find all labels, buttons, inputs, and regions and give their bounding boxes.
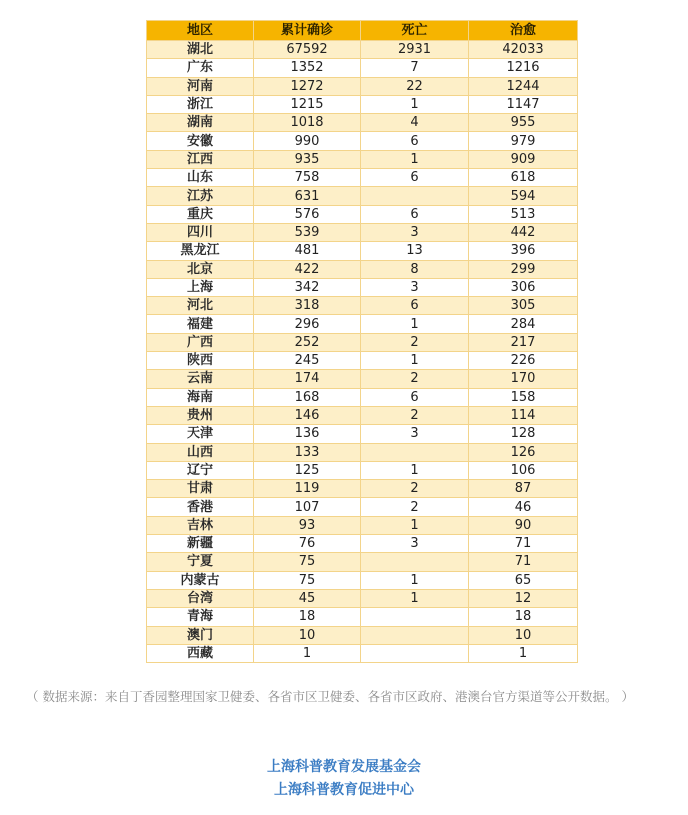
cell-confirmed: 168	[254, 388, 361, 406]
cell-recovered: 306	[469, 278, 578, 296]
table-row	[147, 406, 578, 424]
cell-deaths: 7	[361, 59, 469, 77]
table-row	[147, 425, 578, 443]
cell-confirmed: 1018	[254, 114, 361, 132]
cell-recovered: 909	[469, 150, 578, 168]
cell-deaths	[361, 443, 469, 461]
cell-region: 宁夏	[147, 553, 254, 571]
cell-deaths: 2	[361, 480, 469, 498]
epidemic-table-container	[146, 20, 577, 663]
cell-recovered: 284	[469, 315, 578, 333]
cell-deaths: 1	[361, 461, 469, 479]
cell-confirmed: 539	[254, 223, 361, 241]
cell-recovered: 106	[469, 461, 578, 479]
cell-region: 广西	[147, 333, 254, 351]
cell-deaths	[361, 608, 469, 626]
header-row	[147, 21, 578, 41]
cell-deaths: 1	[361, 150, 469, 168]
cell-deaths: 6	[361, 205, 469, 223]
footer-organizations	[0, 756, 688, 802]
cell-confirmed: 119	[254, 480, 361, 498]
table-row	[147, 626, 578, 644]
cell-recovered: 513	[469, 205, 578, 223]
cell-confirmed: 422	[254, 260, 361, 278]
table-row	[147, 608, 578, 626]
cell-confirmed: 76	[254, 535, 361, 553]
cell-recovered: 979	[469, 132, 578, 150]
footer-org-foundation: 上海科普教育发展基金会	[267, 759, 421, 775]
cell-region: 重庆	[147, 205, 254, 223]
cell-deaths: 2	[361, 370, 469, 388]
cell-confirmed: 631	[254, 187, 361, 205]
cell-recovered: 126	[469, 443, 578, 461]
cell-deaths: 2	[361, 333, 469, 351]
cell-region: 海南	[147, 388, 254, 406]
cell-recovered: 46	[469, 498, 578, 516]
table-row	[147, 114, 578, 132]
cell-region: 天津	[147, 425, 254, 443]
table-row	[147, 498, 578, 516]
table-row	[147, 223, 578, 241]
cell-recovered: 12	[469, 589, 578, 607]
cell-region: 西藏	[147, 644, 254, 662]
cell-region: 浙江	[147, 95, 254, 113]
cell-region: 辽宁	[147, 461, 254, 479]
cell-region: 青海	[147, 608, 254, 626]
cell-deaths: 3	[361, 425, 469, 443]
table-row	[147, 278, 578, 296]
cell-deaths: 1	[361, 571, 469, 589]
cell-region: 山东	[147, 169, 254, 187]
cell-region: 香港	[147, 498, 254, 516]
cell-deaths	[361, 187, 469, 205]
cell-recovered: 217	[469, 333, 578, 351]
cell-recovered: 114	[469, 406, 578, 424]
cell-confirmed: 146	[254, 406, 361, 424]
table-row	[147, 333, 578, 351]
cell-region: 吉林	[147, 516, 254, 534]
cell-region: 台湾	[147, 589, 254, 607]
table-row	[147, 589, 578, 607]
cell-confirmed: 990	[254, 132, 361, 150]
cell-confirmed: 125	[254, 461, 361, 479]
cell-region: 北京	[147, 260, 254, 278]
cell-recovered: 87	[469, 480, 578, 498]
header-deaths: 死亡	[361, 21, 469, 41]
cell-confirmed: 133	[254, 443, 361, 461]
cell-region: 江西	[147, 150, 254, 168]
cell-region: 黑龙江	[147, 242, 254, 260]
cell-deaths: 1	[361, 95, 469, 113]
cell-recovered: 226	[469, 352, 578, 370]
cell-recovered: 128	[469, 425, 578, 443]
cell-recovered: 1244	[469, 77, 578, 95]
cell-confirmed: 45	[254, 589, 361, 607]
cell-confirmed: 93	[254, 516, 361, 534]
table-body	[147, 41, 578, 663]
cell-region: 江苏	[147, 187, 254, 205]
cell-confirmed: 75	[254, 553, 361, 571]
cell-recovered: 170	[469, 370, 578, 388]
cell-confirmed: 1352	[254, 59, 361, 77]
cell-recovered: 71	[469, 553, 578, 571]
cell-confirmed: 296	[254, 315, 361, 333]
cell-deaths: 22	[361, 77, 469, 95]
cell-recovered: 955	[469, 114, 578, 132]
table-row	[147, 461, 578, 479]
cell-region: 贵州	[147, 406, 254, 424]
table-row	[147, 388, 578, 406]
table-row	[147, 187, 578, 205]
cell-recovered: 158	[469, 388, 578, 406]
cell-deaths: 2	[361, 498, 469, 516]
cell-region: 内蒙古	[147, 571, 254, 589]
cell-confirmed: 481	[254, 242, 361, 260]
cell-confirmed: 18	[254, 608, 361, 626]
cell-region: 河南	[147, 77, 254, 95]
cell-recovered: 1147	[469, 95, 578, 113]
table-row	[147, 95, 578, 113]
cell-deaths	[361, 644, 469, 662]
table-row	[147, 205, 578, 223]
cell-deaths	[361, 553, 469, 571]
cell-recovered: 594	[469, 187, 578, 205]
cell-deaths: 13	[361, 242, 469, 260]
table-row	[147, 260, 578, 278]
cell-confirmed: 252	[254, 333, 361, 351]
table-row	[147, 150, 578, 168]
table-row	[147, 370, 578, 388]
cell-region: 陕西	[147, 352, 254, 370]
cell-region: 云南	[147, 370, 254, 388]
table-row	[147, 516, 578, 534]
cell-deaths: 3	[361, 223, 469, 241]
epidemic-stats-table	[146, 20, 578, 663]
cell-region: 湖南	[147, 114, 254, 132]
cell-deaths: 3	[361, 278, 469, 296]
cell-confirmed: 576	[254, 205, 361, 223]
cell-deaths: 1	[361, 516, 469, 534]
header-confirmed: 累计确诊	[254, 21, 361, 41]
cell-recovered: 442	[469, 223, 578, 241]
table-row	[147, 315, 578, 333]
cell-confirmed: 245	[254, 352, 361, 370]
table-row	[147, 352, 578, 370]
cell-deaths: 1	[361, 352, 469, 370]
table-row	[147, 132, 578, 150]
cell-recovered: 65	[469, 571, 578, 589]
cell-region: 安徽	[147, 132, 254, 150]
cell-region: 福建	[147, 315, 254, 333]
cell-region: 河北	[147, 297, 254, 315]
cell-deaths	[361, 626, 469, 644]
table-row	[147, 169, 578, 187]
cell-recovered: 18	[469, 608, 578, 626]
table-row	[147, 59, 578, 77]
table-row	[147, 77, 578, 95]
cell-region: 湖北	[147, 41, 254, 59]
cell-confirmed: 67592	[254, 41, 361, 59]
cell-confirmed: 174	[254, 370, 361, 388]
cell-region: 山西	[147, 443, 254, 461]
cell-recovered: 90	[469, 516, 578, 534]
table-row	[147, 297, 578, 315]
table-row	[147, 480, 578, 498]
cell-recovered: 1	[469, 644, 578, 662]
cell-confirmed: 136	[254, 425, 361, 443]
cell-recovered: 1216	[469, 59, 578, 77]
cell-deaths: 1	[361, 315, 469, 333]
table-row	[147, 571, 578, 589]
cell-recovered: 396	[469, 242, 578, 260]
cell-deaths: 6	[361, 169, 469, 187]
table-row	[147, 41, 578, 59]
data-source-note: （ 数据来源：来自丁香园整理国家卫健委、各省市区卫健委、各省市区政府、港澳台官方渠道等公开数据。 ）	[26, 689, 634, 704]
cell-deaths: 6	[361, 297, 469, 315]
cell-recovered: 305	[469, 297, 578, 315]
cell-deaths: 4	[361, 114, 469, 132]
cell-confirmed: 935	[254, 150, 361, 168]
cell-recovered: 42033	[469, 41, 578, 59]
cell-confirmed: 10	[254, 626, 361, 644]
table-row	[147, 644, 578, 662]
cell-deaths: 6	[361, 132, 469, 150]
table-row	[147, 443, 578, 461]
cell-confirmed: 318	[254, 297, 361, 315]
header-recovered: 治愈	[469, 21, 578, 41]
cell-deaths: 1	[361, 589, 469, 607]
cell-region: 四川	[147, 223, 254, 241]
cell-region: 新疆	[147, 535, 254, 553]
cell-deaths: 3	[361, 535, 469, 553]
cell-deaths: 8	[361, 260, 469, 278]
table-row	[147, 553, 578, 571]
cell-confirmed: 758	[254, 169, 361, 187]
table-row	[147, 535, 578, 553]
cell-region: 澳门	[147, 626, 254, 644]
cell-deaths: 2	[361, 406, 469, 424]
cell-recovered: 10	[469, 626, 578, 644]
cell-confirmed: 75	[254, 571, 361, 589]
cell-recovered: 71	[469, 535, 578, 553]
cell-recovered: 299	[469, 260, 578, 278]
cell-recovered: 618	[469, 169, 578, 187]
table-header	[147, 21, 578, 41]
cell-region: 广东	[147, 59, 254, 77]
header-region: 地区	[147, 21, 254, 41]
cell-region: 上海	[147, 278, 254, 296]
cell-region: 甘肃	[147, 480, 254, 498]
cell-deaths: 6	[361, 388, 469, 406]
cell-confirmed: 1272	[254, 77, 361, 95]
cell-confirmed: 107	[254, 498, 361, 516]
cell-confirmed: 1	[254, 644, 361, 662]
footer-org-center: 上海科普教育促进中心	[274, 782, 414, 798]
table-row	[147, 242, 578, 260]
cell-confirmed: 342	[254, 278, 361, 296]
cell-deaths: 2931	[361, 41, 469, 59]
cell-confirmed: 1215	[254, 95, 361, 113]
